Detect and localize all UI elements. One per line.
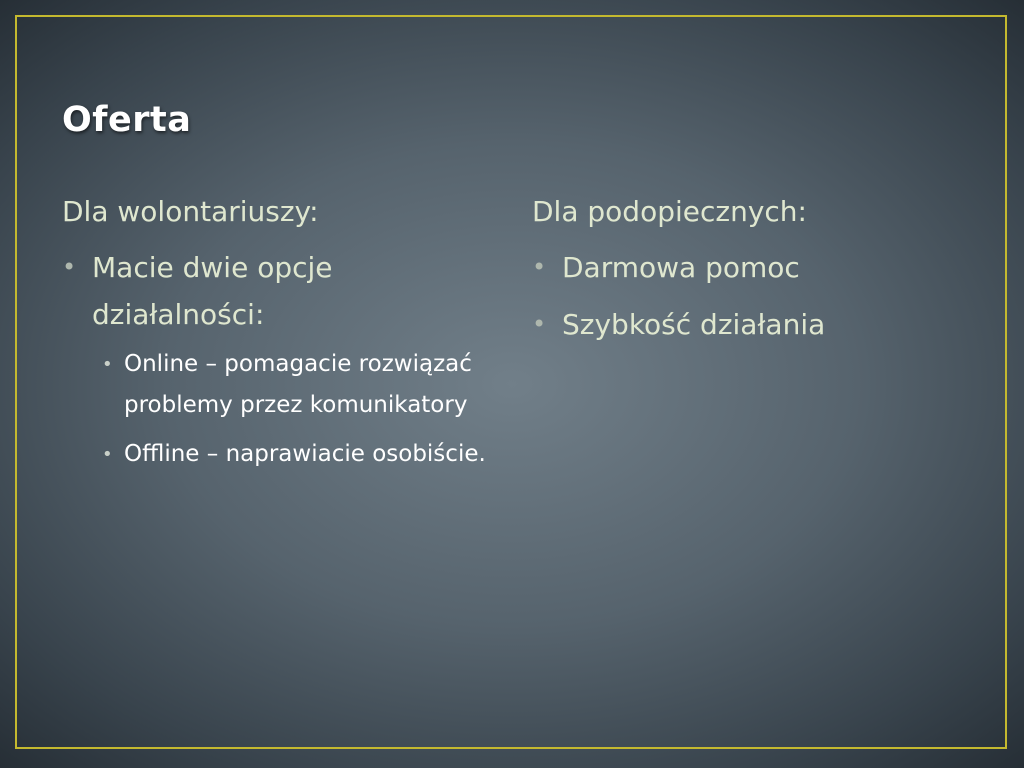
beneficiaries-heading: Dla podopiecznych: [532, 195, 807, 228]
volunteers-bullet [62, 244, 502, 475]
activity-options-list [92, 344, 502, 475]
volunteers-column [62, 192, 502, 485]
slide-title: Oferta [62, 100, 192, 140]
offline-option: • Offline – naprawiacie osobiście. [92, 434, 502, 475]
beneficiaries-list [532, 244, 972, 348]
volunteers-heading: Dla wolontariuszy: [62, 195, 319, 228]
volunteers-list [62, 244, 502, 475]
beneficiaries-column [532, 192, 972, 358]
online-option: • Online – pomagacie rozwiązać problemy przez komunikatory [92, 344, 502, 426]
free-help-bullet: • Darmowa pomoc [532, 244, 972, 291]
speed-bullet: • Szybkość działania [532, 301, 972, 348]
volunteers-bullet-text: Macie dwie opcje działalności: [92, 251, 333, 331]
